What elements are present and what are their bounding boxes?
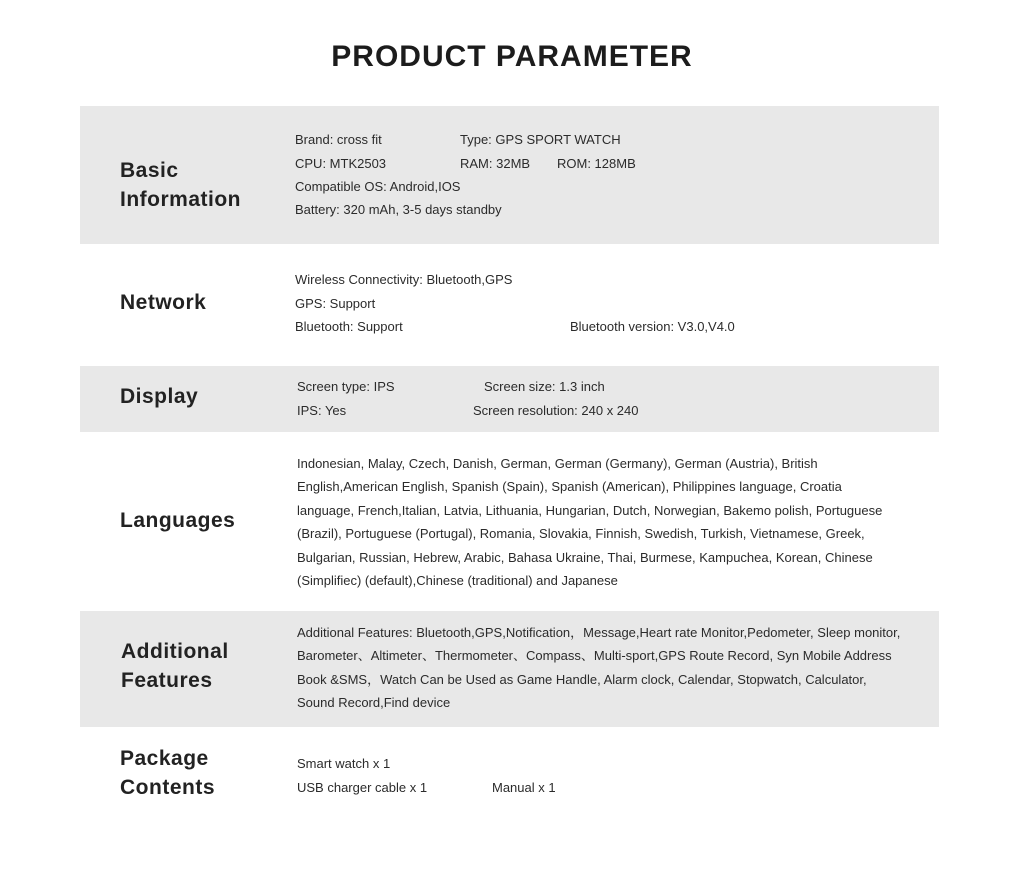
label-line: Package <box>120 747 209 770</box>
section-label-basic-information <box>120 156 241 214</box>
label-line: Contents <box>120 776 215 799</box>
section-additional-features <box>80 611 939 727</box>
ips-value: IPS: Yes <box>297 403 347 418</box>
package-watch: Smart watch x 1 <box>297 756 391 771</box>
section-basic-information <box>80 106 939 244</box>
section-display <box>80 366 939 432</box>
label-line: Features <box>121 669 213 692</box>
type-value: Type: GPS SPORT WATCH <box>460 132 621 147</box>
bluetooth-version-value: Bluetooth version: V3.0,V4.0 <box>570 319 735 334</box>
wireless-value: Wireless Connectivity: Bluetooth,GPS <box>295 272 513 287</box>
section-label-additional-features <box>121 637 229 695</box>
brand-value: Brand: cross fit <box>295 132 382 147</box>
section-label-package-contents <box>120 744 215 802</box>
gps-value: GPS: Support <box>295 296 376 311</box>
cpu-value: CPU: MTK2503 <box>295 156 387 171</box>
battery-value: Battery: 320 mAh, 3-5 days standby <box>295 202 502 217</box>
package-manual: Manual x 1 <box>492 780 556 795</box>
package-cable: USB charger cable x 1 <box>297 780 428 795</box>
section-label-network: Network <box>120 291 207 314</box>
features-list: Additional Features: Bluetooth,GPS,Notification，Message,Heart rate Monitor,Pedometer, Sleep monitor, Barometer、Altimeter、Thermometer、Compass、Multi-sport,GPS Route Record, Syn Mobile Address Book &SMS，Watch Can be Used as Game Handle, Alarm clock, Calendar, Stopwatch, Calculator, Sound Record,Find device <box>297 625 901 711</box>
screen-type-value: Screen type: IPS <box>297 379 395 394</box>
label-line: Basic <box>120 159 179 182</box>
section-package-contents <box>80 727 939 827</box>
section-network <box>80 244 939 366</box>
rom-value: ROM: 128MB <box>557 156 636 171</box>
label-line: Information <box>120 188 241 211</box>
bluetooth-value: Bluetooth: Support <box>295 319 403 334</box>
os-value: Compatible OS: Android,IOS <box>295 179 461 194</box>
page-title: PRODUCT PARAMETER <box>331 40 693 73</box>
section-label-display: Display <box>120 385 199 408</box>
screen-size-value: Screen size: 1.3 inch <box>484 379 605 394</box>
screen-resolution-value: Screen resolution: 240 x 240 <box>473 403 639 418</box>
ram-value: RAM: 32MB <box>460 156 531 171</box>
languages-list: Indonesian, Malay, Czech, Danish, German, German (Germany), German (Austria), British English,American English, Spanish (Spain), Spanish (American), Philippines language, Croatia language, French,Italian, Latvia, Lithuania, Hungarian, Dutch, Norwegian, Bakemo polish, Portuguese (Brazil), Portuguese (Portugal), Romania, Slovakia, Finnish, Swedish, Turkish, Vietnamese, Greek, Bulgarian, Russian, Hebrew, Arabic, Bahasa Ukraine, Thai, Burmese, Kampuchea, Korean, Chinese (Simplifiec) (default),Chinese (traditional) and Japanese <box>297 456 883 589</box>
section-label-languages: Languages <box>120 509 236 532</box>
section-languages <box>80 432 939 611</box>
label-line: Additional <box>121 640 229 663</box>
